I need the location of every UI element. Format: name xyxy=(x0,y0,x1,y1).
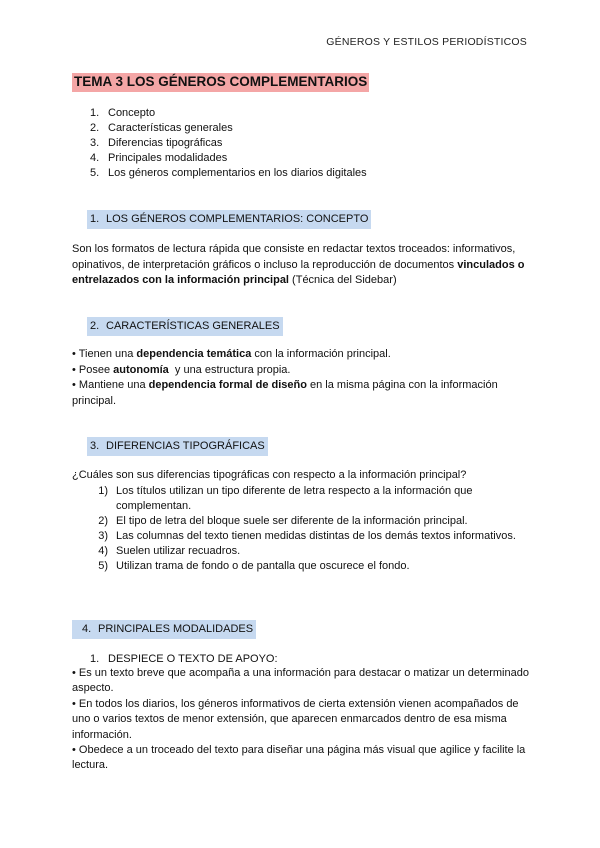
list-item xyxy=(72,559,532,574)
section-title: LOS GÉNEROS COMPLEMENTARIOS: CONCEPTO xyxy=(106,213,369,225)
toc-item xyxy=(90,166,367,181)
list-text: Suelen utilizar recuadros. xyxy=(116,545,241,557)
bullet-emphasis: dependencia formal de diseño xyxy=(148,379,307,391)
toc-label: Principales modalidades xyxy=(108,152,228,164)
table-of-contents xyxy=(90,106,367,181)
concepto-emphasis: vinculados o entrelazados con la información principal xyxy=(72,258,525,286)
toc-number: 2. xyxy=(90,122,100,134)
concepto-paragraph xyxy=(72,242,532,289)
list-number: 2) xyxy=(98,515,108,527)
list-number: 1) xyxy=(98,485,108,497)
list-text: El tipo de letra del bloque suele ser diferente de la información principal. xyxy=(116,515,468,527)
section-title: DIFERENCIAS TIPOGRÁFICAS xyxy=(106,440,265,452)
bullet-item: • En todos los diarios, los géneros informativos de cierta extensión vienen acompañados de uno o varios textos de menor extensión, que aparecen enmarcados dentro de esa misma información. xyxy=(72,697,519,741)
bullet-item xyxy=(72,347,532,363)
toc-item xyxy=(90,121,367,136)
list-number: 5) xyxy=(98,560,108,572)
concepto-text-end: (Técnica del Sidebar) xyxy=(289,274,397,286)
section-heading-concepto xyxy=(87,210,371,229)
diferencias-intro: ¿Cuáles son sus diferencias tipográficas con respecto a la información principal? xyxy=(72,469,467,481)
toc-label: Diferencias tipográficas xyxy=(108,137,223,149)
bullet-emphasis: dependencia temática xyxy=(136,348,252,360)
subsection-heading-despiece xyxy=(90,652,278,667)
toc-number: 5. xyxy=(90,167,100,179)
list-text: Los títulos utilizan un tipo diferente de letra respecto a la información que complementan. xyxy=(116,485,473,512)
bullet-item xyxy=(72,363,532,379)
bullet-emphasis: autonomía xyxy=(113,363,169,376)
section-title: PRINCIPALES MODALIDADES xyxy=(98,623,254,635)
bullet-text: y una estructura propia. xyxy=(168,363,291,376)
bullet-item: • Es un texto breve que acompaña a una información para destacar o matizar un determinado aspecto. xyxy=(72,667,529,695)
toc-item xyxy=(90,136,367,151)
list-item xyxy=(72,514,532,529)
list-number: 3) xyxy=(98,530,108,542)
section-number: 2. xyxy=(90,320,100,332)
section-heading-diferencias xyxy=(87,437,268,456)
diferencias-list xyxy=(72,484,532,574)
bullet-text: en la misma página con la información principal. xyxy=(72,379,498,407)
toc-item xyxy=(90,106,367,121)
section-number: 1. xyxy=(90,213,100,225)
list-item xyxy=(72,544,532,559)
concepto-text: Son los formatos de lectura rápida que consiste en redactar textos troceados: informativos, opinativos, de interpretación gráficos o incluso la reproducción de documentos xyxy=(72,243,516,271)
subsection-title: DESPIECE O TEXTO DE APOYO: xyxy=(108,653,278,665)
bullet-text: con la información principal. xyxy=(251,348,391,360)
toc-number: 1. xyxy=(90,107,100,119)
caracteristicas-bullets xyxy=(72,347,532,409)
list-number: 4) xyxy=(98,545,108,557)
toc-label: Características generales xyxy=(108,122,233,134)
bullet-item: • Obedece a un troceado del texto para diseñar una página más visual que agilice y facilite la lectura. xyxy=(72,744,526,772)
toc-number: 3. xyxy=(90,137,100,149)
section-number: 4. xyxy=(82,623,92,635)
bullet-text: • Mantiene una xyxy=(72,379,149,391)
list-text: Las columnas del texto tienen medidas distintas de los demás textos informativos. xyxy=(116,530,516,542)
list-item xyxy=(72,529,532,544)
toc-item xyxy=(90,151,367,166)
list-item xyxy=(72,484,532,514)
toc-number: 4. xyxy=(90,152,100,164)
document-title: TEMA 3 LOS GÉNEROS COMPLEMENTARIOS xyxy=(72,73,369,92)
list-text: Utilizan trama de fondo o de pantalla que oscurece el fondo. xyxy=(116,560,410,572)
bullet-item xyxy=(72,378,532,409)
section-number: 3. xyxy=(90,440,100,452)
section-heading-caracteristicas xyxy=(87,317,283,336)
bullet-text: • Tienen una xyxy=(72,348,137,360)
running-header: GÉNEROS Y ESTILOS PERIODÍSTICOS xyxy=(326,36,527,48)
toc-label: Concepto xyxy=(108,107,156,119)
section-title: CARACTERÍSTICAS GENERALES xyxy=(106,320,280,332)
section-heading-modalidades xyxy=(72,620,256,639)
subsection-number: 1. xyxy=(90,653,100,665)
modalidades-bullets xyxy=(72,666,532,774)
toc-label: Los géneros complementarios en los diarios digitales xyxy=(108,167,367,179)
bullet-text: • Posee xyxy=(72,363,114,376)
